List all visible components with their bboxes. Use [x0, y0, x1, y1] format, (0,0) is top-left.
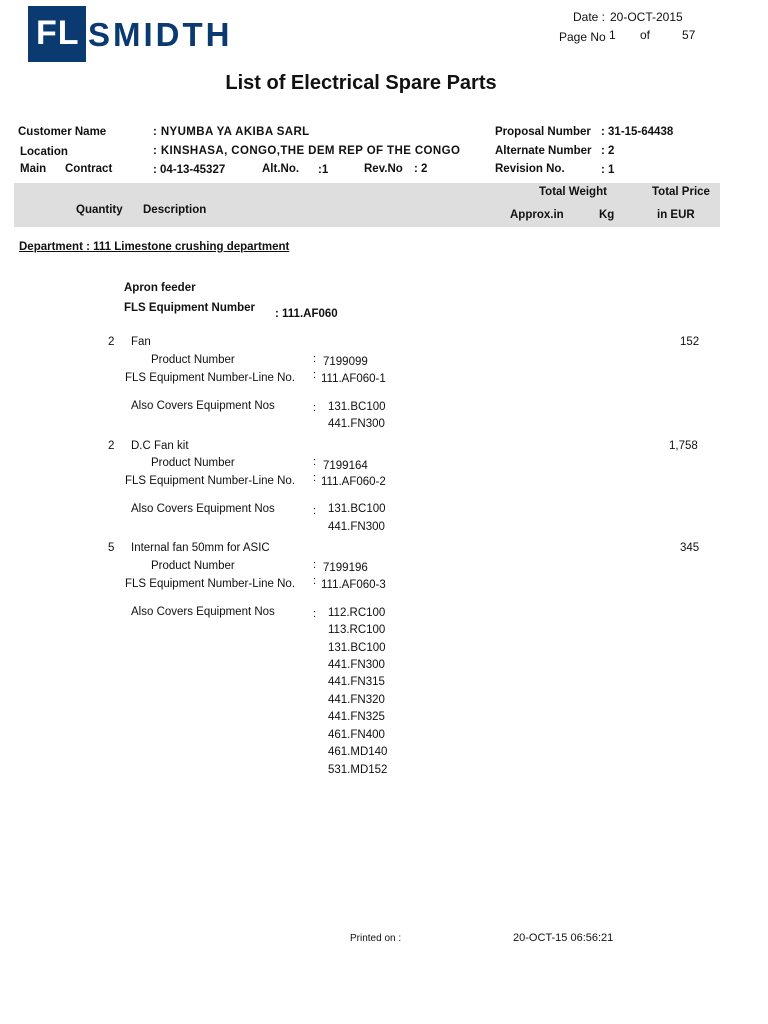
page-current: 1 [609, 28, 616, 42]
item-description: Fan [131, 336, 151, 348]
covers-equipment: 461.MD140 [328, 746, 388, 758]
contract-label: Contract [65, 163, 113, 175]
covers-equipment: 531.MD152 [328, 764, 388, 776]
equipment-number-label: FLS Equipment Number [124, 302, 255, 314]
covers-equipment: 441.FN325 [328, 711, 385, 723]
item-description: Internal fan 50mm for ASIC [131, 542, 270, 554]
department-heading: Department : 111 Limestone crushing department [19, 241, 290, 253]
revision-no-value: : 1 [601, 164, 615, 176]
printed-on-value: 20-OCT-15 06:56:21 [513, 932, 614, 944]
alt-no-value: :1 [318, 164, 329, 176]
alternate-number-value: : 2 [601, 145, 615, 157]
customer-name-value: : NYUMBA YA AKIBA SARL [153, 126, 310, 138]
line-no-value: 111.AF060-1 [321, 373, 386, 385]
colon: : [313, 402, 317, 414]
product-number-value: 7199099 [323, 356, 368, 368]
page-title: List of Electrical Spare Parts [225, 72, 497, 94]
rev-no-label: Rev.No [364, 163, 403, 175]
colon: : [313, 559, 317, 571]
proposal-number-value: : 31-15-64438 [601, 126, 674, 138]
colon: : [313, 505, 317, 517]
date-label: Date : [573, 10, 606, 24]
also-covers-label: Also Covers Equipment Nos [131, 400, 275, 412]
line-no-label: FLS Equipment Number-Line No. [125, 475, 296, 487]
item-description: D.C Fan kit [131, 440, 189, 452]
covers-equipment: 441.FN315 [328, 676, 385, 688]
colon: : [313, 575, 317, 587]
customer-name-label: Customer Name [18, 126, 107, 138]
logo-text-smidth: SMIDTH [88, 16, 233, 53]
item-quantity: 5 [108, 542, 115, 554]
line-no-label: FLS Equipment Number-Line No. [125, 578, 296, 590]
equipment-number-value: : 111.AF060 [275, 308, 338, 320]
proposal-number-label: Proposal Number [495, 126, 591, 138]
colon: : [313, 353, 317, 365]
location-label: Location [20, 146, 68, 158]
covers-equipment: 131.BC100 [328, 503, 386, 515]
product-number-value: 7199196 [323, 562, 368, 574]
main-label: Main [20, 163, 47, 175]
also-covers-label: Also Covers Equipment Nos [131, 606, 275, 618]
contract-value: : 04-13-45327 [153, 164, 226, 176]
page-total: 57 [682, 28, 696, 42]
kg-header: Kg [599, 209, 615, 221]
item-quantity: 2 [108, 336, 115, 348]
line-no-label: FLS Equipment Number-Line No. [125, 372, 296, 384]
alternate-number-label: Alternate Number [495, 145, 592, 157]
colon: : [313, 369, 317, 381]
colon: : [313, 472, 317, 484]
logo-text-fl: FL [36, 14, 80, 52]
date-value: 20-OCT-2015 [610, 10, 683, 24]
covers-equipment: 441.FN320 [328, 694, 385, 706]
product-number-value: 7199164 [323, 460, 368, 472]
covers-equipment: 131.BC100 [328, 401, 386, 413]
line-no-value: 111.AF060-3 [321, 579, 386, 591]
covers-equipment: 112.RC100 [328, 607, 386, 619]
item-price: 1,758 [669, 440, 698, 452]
line-no-value: 111.AF060-2 [321, 476, 386, 488]
page-of: of [640, 28, 651, 42]
covers-equipment: 441.FN300 [328, 418, 385, 430]
description-header: Description [143, 204, 207, 216]
in-eur-header: in EUR [657, 209, 695, 221]
item-quantity: 2 [108, 440, 115, 452]
equipment-name: Apron feeder [124, 282, 196, 294]
location-value: : KINSHASA, CONGO,THE DEM REP OF THE CONGO [153, 145, 461, 157]
product-number-label: Product Number [151, 457, 235, 469]
item-price: 152 [680, 336, 700, 348]
total-weight-header: Total Weight [539, 186, 607, 198]
total-price-header: Total Price [652, 186, 710, 198]
covers-equipment: 441.FN300 [328, 521, 385, 533]
colon: : [313, 456, 317, 468]
covers-equipment: 113.RC100 [328, 624, 386, 636]
product-number-label: Product Number [151, 354, 235, 366]
quantity-header: Quantity [76, 204, 123, 216]
page-label: Page No [559, 30, 606, 44]
item-price: 345 [680, 542, 700, 554]
also-covers-label: Also Covers Equipment Nos [131, 503, 275, 515]
covers-equipment: 441.FN300 [328, 659, 385, 671]
colon: : [313, 608, 317, 620]
covers-equipment: 461.FN400 [328, 729, 385, 741]
revision-no-label: Revision No. [495, 163, 565, 175]
product-number-label: Product Number [151, 560, 235, 572]
printed-on-label: Printed on : [350, 933, 402, 944]
approx-in-header: Approx.in [510, 209, 564, 221]
rev-no-value: : 2 [414, 163, 428, 175]
alt-no-label: Alt.No. [262, 163, 300, 175]
covers-equipment: 131.BC100 [328, 642, 386, 654]
